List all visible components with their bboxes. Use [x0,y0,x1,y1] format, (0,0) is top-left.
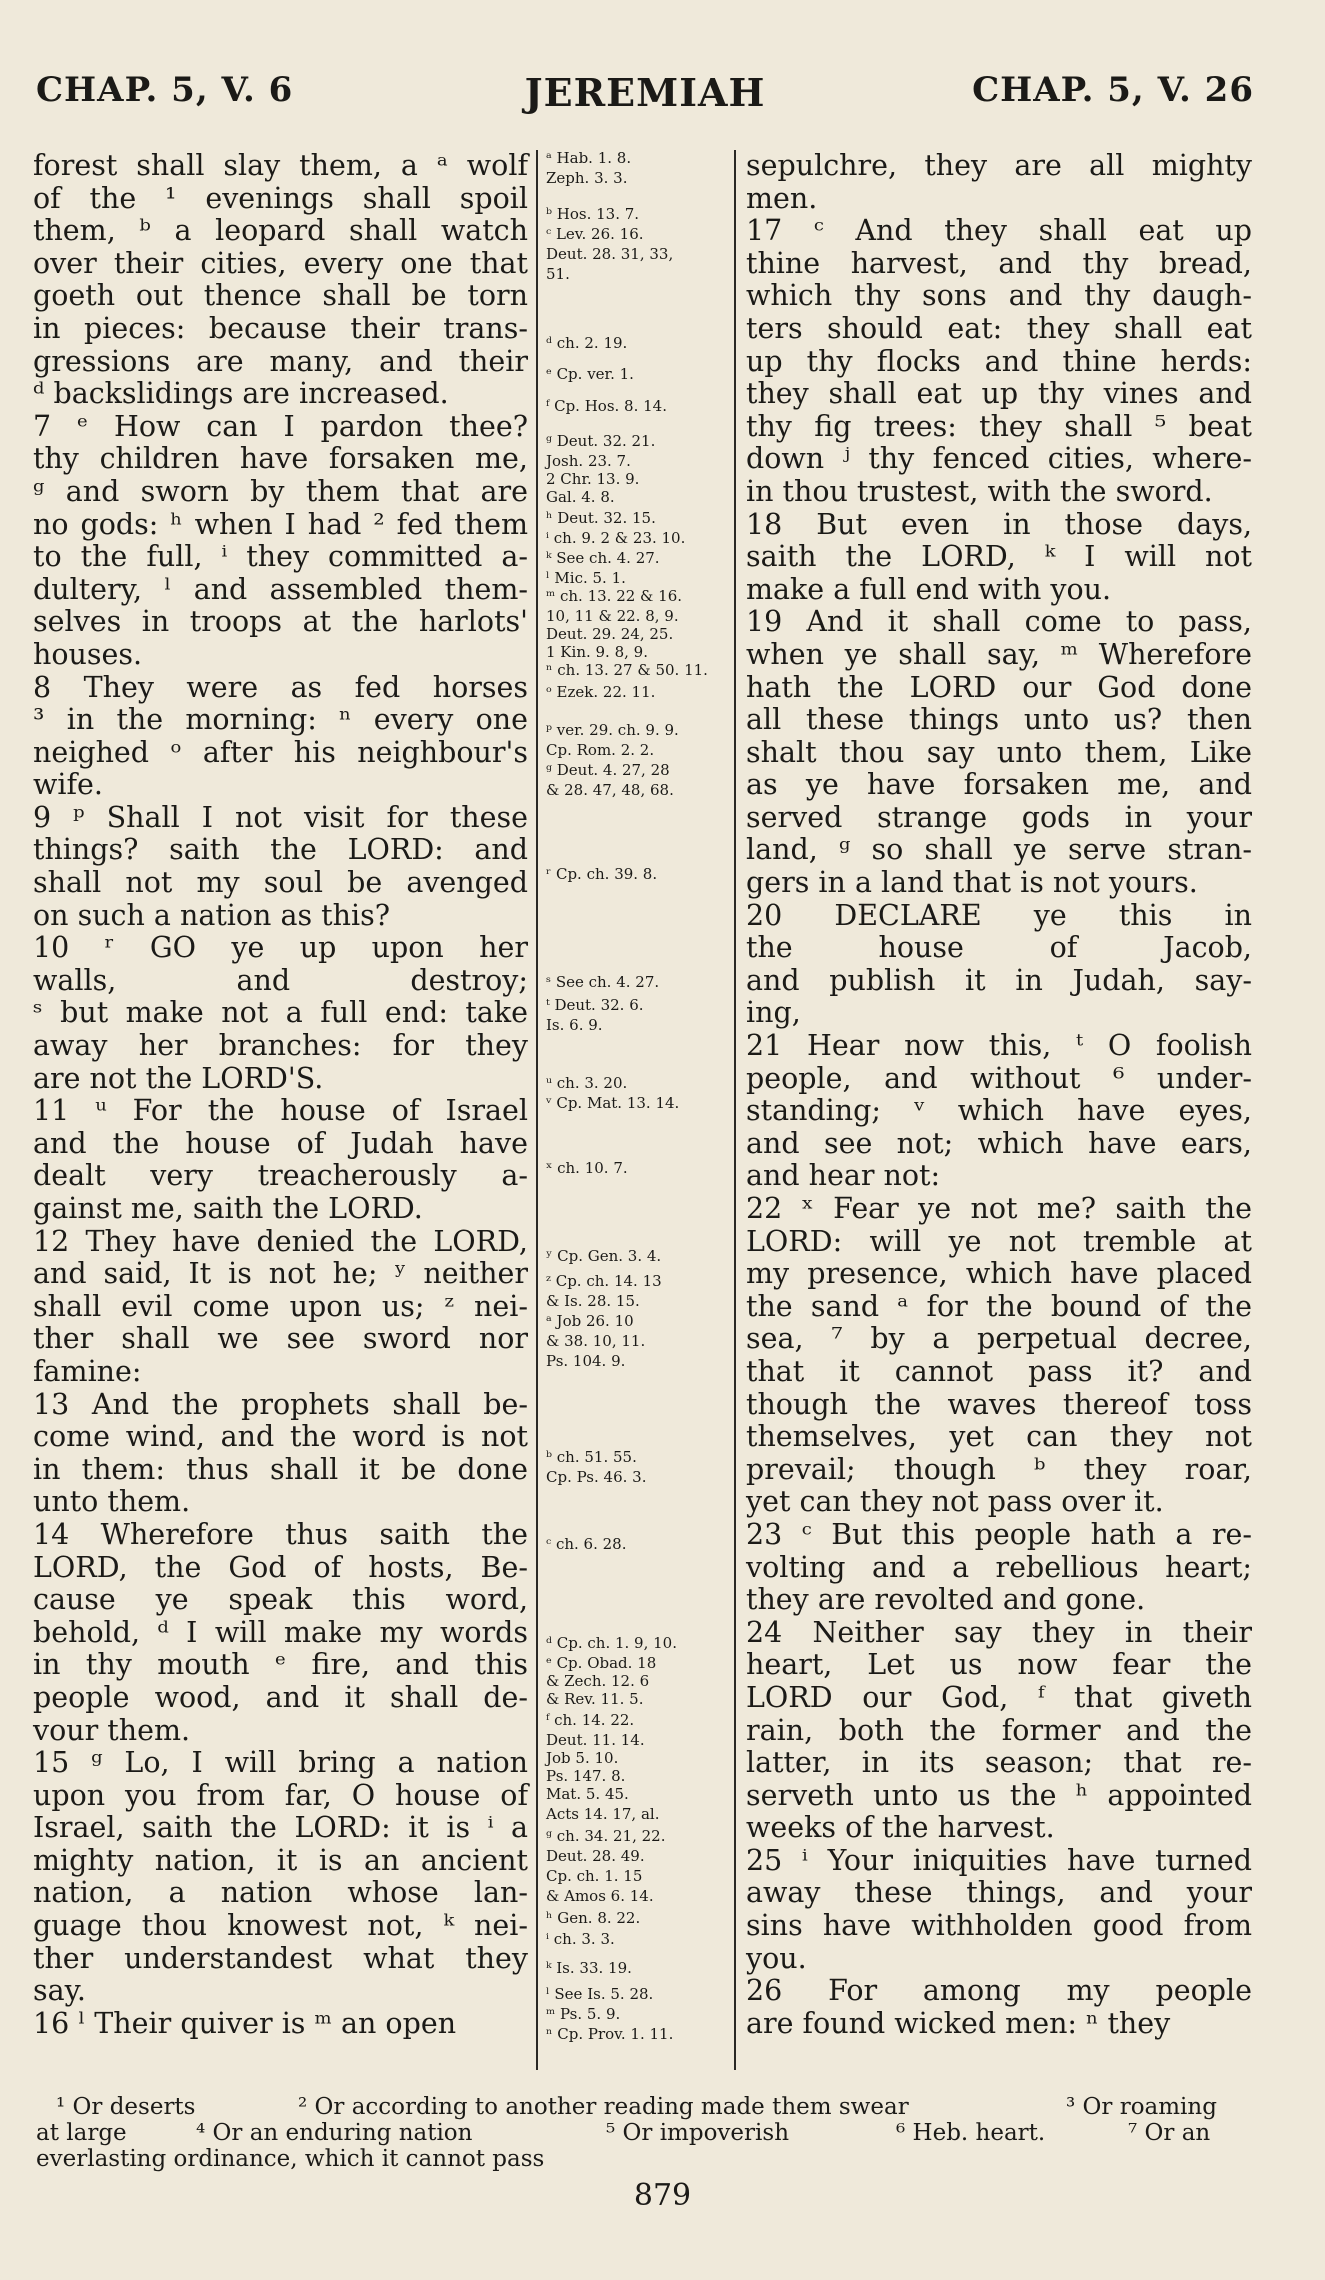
text-line: which thy sons and thy daugh- [746,279,1252,313]
cross-reference: ᵒ Ezek. 22. 11. [546,683,656,701]
cross-reference: ᵍ ch. 34. 21, 22. [546,1827,666,1845]
footnote-7: ⁷ Or an [1128,2120,1211,2146]
cross-reference: ˣ ch. 10. 7. [546,1159,628,1177]
text-line: 25 ⁱ Your iniquities have turned [746,1843,1252,1877]
text-line: the house of Jacob, [746,931,1252,965]
cross-reference: ᵐ ch. 13. 22 & 16. [546,587,683,605]
text-line: in thy mouth ᵉ fire, and this [33,1648,528,1682]
text-line: 11 ᵘ For the house of Israel [33,1094,528,1128]
cross-reference: ʳ Cp. ch. 39. 8. [546,865,658,883]
cross-reference: ᵘ ch. 3. 20. [546,1074,628,1092]
text-line: shall not my soul be avenged [33,866,528,900]
text-line: 24 Neither say they in their [746,1615,1252,1649]
text-line: yet can they not pass over it. [746,1485,1164,1519]
text-line: 12 They have denied the LORD, [33,1224,528,1258]
cross-reference: ᵉ Cp. Obad. 18 [546,1654,657,1672]
text-line: 9 ᵖ Shall I not visit for these [33,800,528,834]
text-line: 22 ˣ Fear ye not me? saith the [746,1192,1252,1225]
text-line: them, ᵇ a leopard shall watch [33,214,528,248]
cross-reference: ⁱ ch. 9. 2 & 23. 10. [546,529,686,547]
text-line: are found wicked men: ⁿ they [746,2006,1171,2040]
text-line: LORD, the God of hosts, Be- [33,1550,528,1584]
text-line: in pieces: because their trans- [33,311,528,345]
running-header [36,70,1254,130]
text-line: forest shall slay them, a ᵃ wolf [33,149,528,182]
text-line: cause ye speak this word, [33,1583,528,1617]
text-line: 19 And it shall come to pass, [746,605,1252,639]
text-line: 7 ᵉ How can I pardon thee? [33,409,528,443]
cross-reference: Deut. 28. 31, 33, [546,245,674,263]
cross-reference: ˡ See Is. 5. 28. [546,1985,654,2003]
text-line: of the ¹ evenings shall spoil [33,181,528,215]
cross-reference: Is. 6. 9. [546,1016,603,1034]
cross-reference: Deut. 29. 24, 25. [546,625,674,643]
cross-reference: & Zech. 12. 6 [546,1672,650,1690]
text-line: famine: [33,1354,142,1388]
text-line: dealt very treacherously a- [33,1159,528,1193]
text-line: 14 Wherefore thus saith the [33,1517,528,1551]
cross-reference: & Amos 6. 14. [546,1887,654,1905]
text-line: they are revolted and gone. [746,1583,1146,1617]
text-line: come wind, and the word is not [33,1420,528,1454]
text-line: neighed ᵒ after his neighbour's [33,735,528,769]
cross-reference: ᵗ Deut. 32. 6. [546,996,644,1014]
cross-reference: ᵇ ch. 51. 55. [546,1448,637,1466]
cross-reference: ᶠ ch. 14. 22. [546,1711,635,1729]
text-line: guage thou knowest not, ᵏ nei- [33,1909,528,1943]
cross-reference: Cp. Ps. 46. 3. [546,1468,647,1486]
cross-reference: ᵖ ver. 29. ch. 9. 9. [546,721,679,739]
text-line: they shall eat up thy vines and [746,377,1252,411]
cross-reference: ᵇ Hos. 13. 7. [546,205,640,223]
text-line: and hear not: [746,1159,941,1193]
text-line: you. [746,1941,807,1975]
text-line: that it cannot pass it? and [746,1354,1252,1388]
text-line: people, and without ⁶ under- [746,1061,1252,1095]
text-line: ³ in the morning: ⁿ every one [33,703,528,737]
cross-reference: Ps. 104. 9. [546,1352,626,1370]
text-line: goeth out thence shall be torn [33,279,528,313]
text-line: men. [746,181,818,215]
text-line: gressions are many, and their [33,344,528,378]
cross-reference: ᶻ Cp. ch. 14. 13 [546,1272,662,1290]
cross-reference: ᵃ Job 26. 10 [546,1312,634,1330]
text-line: 17 ᶜ And they shall eat up [746,214,1252,248]
text-line: 20 DECLARE ye this in [746,898,1252,932]
cross-reference: & 28. 47, 48, 68. [546,781,674,799]
cross-reference: ᵈ Cp. ch. 1. 9, 10. [546,1634,677,1652]
text-line: wife. [33,768,103,802]
left-text-column [33,150,528,2040]
text-line: latter, in its season; that re- [746,1746,1252,1780]
cross-reference: ˡ Mic. 5. 1. [546,569,626,587]
text-line: away her branches: for they [33,1029,528,1063]
cross-reference: ᶜ Lev. 26. 16. [546,225,644,243]
text-line: sea, ⁷ by a perpetual decree, [746,1322,1252,1356]
text-line: the sand ᵃ for the bound of the [746,1289,1252,1323]
text-line: in thou trustest, with the sword. [746,474,1213,508]
text-line: serveth unto us the ʰ appointed [746,1778,1252,1812]
text-line: 21 Hear now this, ᵗ O foolish [746,1029,1252,1063]
cross-reference: ᵈ ch. 2. 19. [546,334,628,352]
header-chapter-start: CHAP. 5, V. 6 [36,70,294,110]
text-line: nation, a nation whose lan- [33,1876,528,1910]
header-chapter-end: CHAP. 5, V. 26 [972,70,1254,110]
cross-reference: Job 5. 10. [546,1749,619,1767]
text-line: ther shall we see sword nor [33,1322,528,1356]
cross-reference: ʸ Cp. Gen. 3. 4. [546,1247,662,1265]
text-line: sepulchre, they are all mighty [746,149,1252,182]
text-line: my presence, which have placed [746,1257,1252,1291]
footnote-line-3 [36,2146,1254,2172]
cross-reference: ⁿ Cp. Prov. 1. 11. [546,2025,674,2043]
text-line: to the full, ⁱ they committed a- [33,540,528,574]
footnote-2: ² Or according to another reading made them swear [298,2094,909,2120]
column-rule-left [536,150,538,2070]
text-line: ing, [746,996,801,1030]
text-line: gainst me, saith the LORD. [33,1192,423,1225]
text-line: 18 But even in those days, [746,507,1252,541]
text-line: ᵍ and sworn by them that are [33,474,528,508]
text-line: down ʲ thy fenced cities, where- [746,442,1252,476]
text-line: no gods: ʰ when I had ² fed them [33,507,528,541]
text-line: selves in troops at the harlots' [33,605,528,639]
text-line: weeks of the harvest. [746,1811,1055,1845]
footnote-7-cont: everlasting ordinance, which it cannot pass [36,2146,545,2172]
text-line: all these things unto us? then [746,703,1252,737]
right-text-column [746,150,1252,2040]
text-line: unto them. [33,1485,191,1519]
cross-reference: Zeph. 3. 3. [546,169,628,187]
cross-reference: ᵏ See ch. 4. 27. [546,549,660,567]
text-line: upon you from far, O house of [33,1778,528,1812]
text-line: mighty nation, it is an ancient [33,1843,528,1877]
text-line: gers in a land that is not yours. [746,866,1198,900]
cross-reference: ˢ See ch. 4. 27. [546,973,660,991]
text-line: things? saith the LORD: and [33,833,528,867]
text-line: when ye shall say, ᵐ Wherefore [746,637,1252,671]
text-line: say. [33,1974,86,2008]
column-rule-right [734,150,736,2070]
cross-reference: Cp. ch. 1. 15 [546,1867,643,1885]
cross-reference: ʰ Gen. 8. 22. [546,1909,641,1927]
cross-reference: ᵏ Is. 33. 19. [546,1959,632,1977]
text-line: make a full end with you. [746,572,1112,606]
text-line: shall evil come upon us; ᶻ nei- [33,1289,528,1323]
text-line: and said, It is not he; ʸ neither [33,1257,528,1291]
text-line: 13 And the prophets shall be- [33,1387,528,1421]
text-line: people wood, and it shall de- [33,1680,528,1714]
cross-reference: ʰ Deut. 32. 15. [546,509,656,527]
footnote-line-2 [36,2120,1254,2146]
text-line: prevail; though ᵇ they roar, [746,1452,1252,1486]
footnote-4: ⁴ Or an enduring nation [196,2120,473,2146]
text-line: behold, ᵈ I will make my words [33,1615,528,1649]
cross-reference: Gal. 4. 8. [546,488,615,506]
cross-reference: Ps. 147. 8. [546,1767,626,1785]
text-line: 8 They were as fed horses [33,670,528,704]
text-line: 16 ˡ Their quiver is ᵐ an open [33,2006,457,2040]
footnote-3-cont: at large [36,2120,127,2146]
text-line: LORD our God, ᶠ that giveth [746,1680,1252,1714]
text-line: thine harvest, and thy bread, [746,246,1252,280]
cross-reference: ᵉ Cp. ver. 1. [546,365,634,383]
text-line: are not the LORD'S. [33,1061,324,1095]
text-line: rain, both the former and the [746,1713,1252,1747]
cross-reference: ᵍ Deut. 4. 27, 28 [546,761,670,779]
text-line: heart, Let us now fear the [746,1648,1252,1682]
text-line: sins have withholden good from [746,1909,1252,1943]
text-line: standing; ᵛ which have eyes, [746,1094,1252,1128]
text-line: Israel, saith the LORD: it is ⁱ a [33,1811,528,1845]
text-line: ˢ but make not a full end: take [33,996,528,1030]
text-line: vour them. [33,1713,191,1747]
cross-reference: Deut. 28. 49. [546,1847,645,1865]
text-line: over their cities, every one that [33,246,528,280]
text-line: ters should eat: they shall eat [746,311,1252,345]
cross-reference: Mat. 5. 45. [546,1785,629,1803]
text-line: and the house of Judah have [33,1126,528,1160]
cross-reference: ᶜ ch. 6. 28. [546,1535,627,1553]
text-line: houses. [33,637,143,671]
text-line: ther understandest what they [33,1941,528,1975]
text-line: volting and a rebellious heart; [746,1550,1252,1584]
footnote-1: ¹ Or deserts [56,2094,196,2120]
text-line: up thy flocks and thine herds: [746,344,1252,378]
cross-reference: & Is. 28. 15. [546,1292,640,1310]
cross-reference: Cp. Rom. 2. 2. [546,741,655,759]
footnotes [36,2094,1254,2172]
header-book-title: JEREMIAH [524,70,766,115]
cross-reference: ᶠ Cp. Hos. 8. 14. [546,397,667,415]
text-line: and see not; which have ears, [746,1126,1252,1160]
text-line: as ye have forsaken me, and [746,768,1252,802]
footnote-3: ³ Or roaming [1066,2094,1217,2120]
footnote-5: ⁵ Or impoverish [606,2120,790,2146]
cross-reference: ⁿ ch. 13. 27 & 50. 11. [546,661,708,679]
text-line: and publish it in Judah, say- [746,963,1252,997]
footnote-line-1 [36,2094,1254,2120]
text-line: LORD: will ye not tremble at [746,1224,1252,1258]
text-line: thy fig trees: they shall ⁵ beat [746,409,1252,443]
text-line: 23 ᶜ But this people hath a re- [746,1517,1252,1551]
text-line: land, ᵍ so shall ye serve stran- [746,833,1252,867]
text-line: 10 ʳ GO ye up upon her [33,931,528,965]
text-line: on such a nation as this? [33,898,390,932]
cross-reference: Josh. 23. 7. [546,452,631,470]
text-line: saith the LORD, ᵏ I will not [746,540,1252,574]
text-line: served strange gods in your [746,800,1252,834]
text-line: walls, and destroy; [33,963,528,997]
cross-reference: & Rev. 11. 5. [546,1690,644,1708]
cross-reference: Acts 14. 17, al. [546,1805,660,1823]
cross-reference: ᵃ Hab. 1. 8. [546,149,632,167]
text-line: 26 For among my people [746,1974,1252,2008]
text-line: away these things, and your [746,1876,1252,1910]
text-line: hath the LORD our God done [746,670,1252,704]
cross-reference: 10, 11 & 22. 8, 9. [546,607,679,625]
footnote-6: ⁶ Heb. heart. [896,2120,1046,2146]
cross-reference: 1 Kin. 9. 8, 9. [546,643,648,661]
text-line: shalt thou say unto them, Like [746,735,1252,769]
text-line: thy children have forsaken me, [33,442,528,476]
cross-reference: 51. [546,265,570,283]
cross-reference: 2 Chr. 13. 9. [546,470,640,488]
text-line: themselves, yet can they not [746,1420,1252,1454]
text-line: dultery, ˡ and assembled them- [33,572,528,606]
text-line: in them: thus shall it be done [33,1452,528,1486]
cross-reference: ⁱ ch. 3. 3. [546,1930,615,1948]
text-line: 15 ᵍ Lo, I will bring a nation [33,1746,528,1780]
cross-reference: Deut. 11. 14. [546,1731,645,1749]
text-line: ᵈ backslidings are increased. [33,377,449,411]
cross-reference: ᵛ Cp. Mat. 13. 14. [546,1094,680,1112]
text-line: though the waves thereof toss [746,1387,1252,1421]
cross-reference: & 38. 10, 11. [546,1332,646,1350]
cross-reference: ᵐ Ps. 5. 9. [546,2005,621,2023]
cross-reference: ᵍ Deut. 32. 21. [546,432,656,450]
page-number: 879 [633,2178,692,2213]
